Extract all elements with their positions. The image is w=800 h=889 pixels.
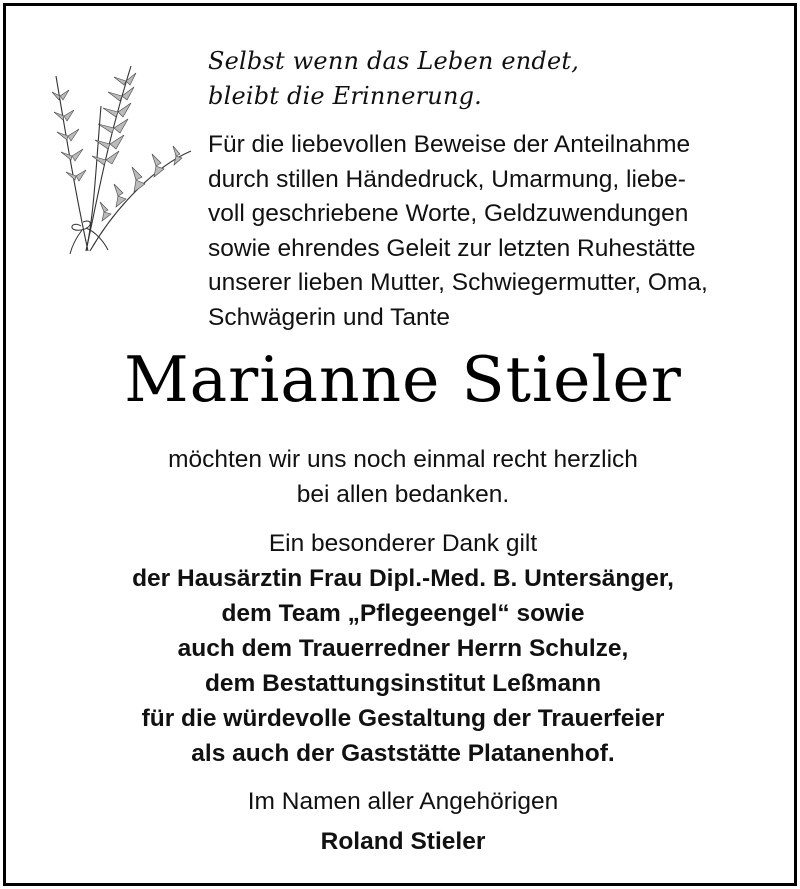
thanks-line: möchten wir uns noch einmal recht herzlich (168, 446, 638, 473)
deceased-name: Marianne Stieler (124, 343, 682, 416)
intro-line: Für die liebevollen Beweise der Anteilnahme (208, 131, 691, 158)
special-thanks (6, 526, 800, 771)
closing-line: Im Namen aller Angehörigen (247, 788, 559, 815)
special-thanks-line: dem Team „Pflegeengel“ sowie (221, 600, 585, 627)
special-thanks-line: auch dem Trauerredner Herrn Schulze, (177, 635, 629, 662)
intro-line: voll geschriebene Worte, Geldzuwendungen (208, 200, 689, 227)
fern-bouquet-icon (36, 46, 206, 266)
special-thanks-intro: Ein besonderer Dank gilt (268, 530, 538, 557)
thanks-paragraph (6, 442, 800, 512)
special-thanks-line: für die würdevolle Gestaltung der Trauerfeier (141, 705, 665, 732)
signer-name: Roland Stieler (320, 828, 486, 855)
thanks-line: bei allen bedanken. (296, 481, 510, 508)
motto-line: Selbst wenn das Leben endet, (208, 47, 580, 75)
special-thanks-line: dem Bestattungsinstitut Leßmann (204, 670, 602, 697)
special-thanks-line: der Hausärztin Frau Dipl.-Med. B. Untersänger, (132, 565, 674, 592)
intro-line: unserer lieben Mutter, Schwiegermutter, Oma, (208, 269, 708, 296)
intro-line: durch stillen Händedruck, Umarmung, liebe- (208, 165, 686, 193)
obituary-notice (3, 3, 797, 886)
motto-line: bleibt die Erinnerung. (208, 82, 482, 110)
intro-paragraph (208, 128, 778, 335)
intro-line: Schwägerin und Tante (208, 303, 450, 331)
motto (208, 44, 768, 114)
special-thanks-line: als auch der Gaststätte Platanenhof. (191, 740, 615, 767)
intro-line: sowie ehrendes Geleit zur letzten Ruhestätte (208, 234, 696, 262)
